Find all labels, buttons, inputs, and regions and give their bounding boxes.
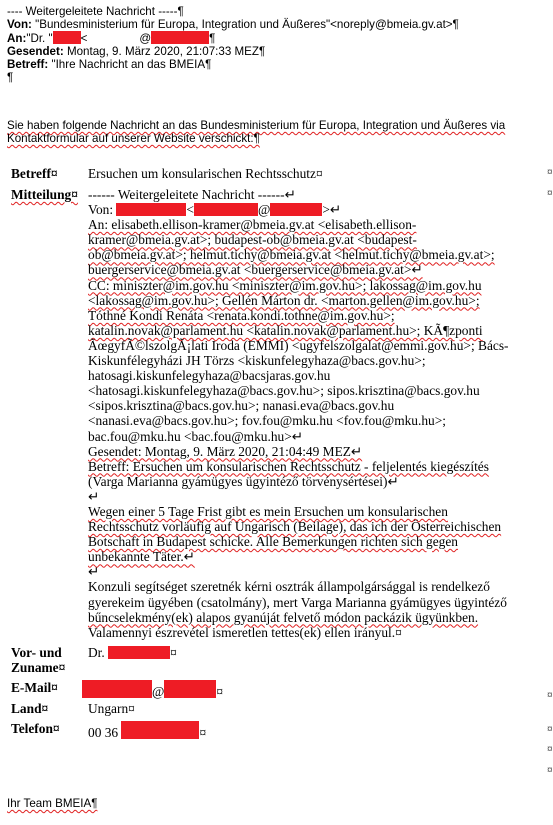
redacted-block [53,31,81,44]
message-line: gyerekeim ügyében (csatolmány), mert Varga Marianna gyámügyes ügyintéző [88,594,507,610]
redacted-block [121,721,199,739]
message-line: Rechtsschutz vorläufig auf Ungarisch (Beilage), das ich der Österreichischen [88,519,502,535]
message-line: Betreff: Ersuchen um konsularischen Rechtsschutz - feljelentés kiegészítés [88,458,489,474]
message-line: Botschaft in Budapest schicke. Alle Bemerkungen richten sich gegen [88,534,459,550]
message-line: ↵ [88,564,100,580]
message-line: ÃœgyfÃ©lszolgÃ¡lati Iroda (EMMI) <ugyfelszolgalat@emmi.gov.hu>; Bács- [88,337,509,353]
message-line: ↵ [88,488,100,504]
redacted-block [108,646,170,659]
forward-header [7,5,547,84]
message-line: bac.fou@mku.hu <bac.fou@mku.hu>↵ [88,428,303,444]
row-end-marker: ¤ [547,690,553,701]
message-line: ------ Weitergeleitete Nachricht ------↵ [88,187,296,202]
label-telefon: Telefon¤ [11,720,60,736]
message-line: (Varga Marianna gyámügyes ügyintéző törvénysértései)↵ [88,473,399,489]
label-name: Vor- und Zuname¤ [11,644,66,675]
message-from-line: Von: < @ >↵ [88,202,342,218]
message-line: <sipos.krisztina@bacs.gov.hu>; nanasi.eva@bacs.gov.hu [88,398,395,414]
empty-paragraph: ¶ [7,71,14,84]
row-betreff [11,166,541,187]
value-name: Dr. ¤ [88,644,177,660]
message-line: ob@bmeia.gv.at>; helmut.tichy@bmeia.gv.at <helmut.tichy@bmeia.gv.at>; [88,247,495,263]
redacted-block [164,680,216,698]
label-mitteilung: Mitteilung¤ [11,187,78,202]
from-line: Von: "Bundesministerium für Europa, Integration und Äußeres"<noreply@bmeia.gv.at>¶ [7,18,459,31]
redacted-block [116,203,186,216]
row-mitteilung [11,187,541,640]
row-land [11,701,541,721]
redacted-block [194,203,258,216]
value-mitteilung [88,187,543,640]
value-betreff: Ersuchen um konsularischen Rechtsschutz¤ [88,166,323,181]
row-end-marker: ¤ [547,167,553,178]
message-line: Tóthné Kondi Renáta <renata.kondi.tothne@im.gov.hu>; [88,307,395,323]
row-end-marker: ¤ [547,724,553,735]
message-line: <lakossag@im.gov.hu>; Gellén Márton dr. <marton.gellen@im.gov.hu>; [88,292,480,308]
intro-text: Sie haben folgende Nachricht an das Bundesministerium für Europa, Integration und Äußeres via Kontaktformular auf unserer Website verschickt:¶ [7,119,506,145]
message-line: <hatosagi.kiskunfelegyhaza@bacs.gov.hu>; sipos.krisztina@bacs.gov.hu [88,383,480,399]
sent-line: Gesendet: Montag, 9. März 2020, 21:07:33 MEZ¶ [7,45,266,58]
redacted-block [82,680,152,698]
message-line: Valamennyi észrevétel ismeretlen tettes(ek) ellen irányul.¤ [88,624,402,640]
subject-line: Betreff: "Ihre Nachricht an das BMEIA¶ [7,58,212,71]
message-line: <nanasi.eva@bacs.gov.hu>; fov.fou@mku.hu <fov.fou@mku.hu>; [88,413,447,429]
message-line: Kiskunfélegyházi JH Törzs <kiskunfelegyhaza@bacs.gov.hu>; [88,353,426,369]
label-email: E-Mail¤ [11,679,58,695]
row-end-marker: ¤ [547,765,553,776]
message-line: kramer@bmeia.gv.at>; budapest-ob@bmeia.gv.at <budapest- [88,232,417,248]
label-land: Land¤ [11,700,49,716]
signature-line: Ihr Team BMEIA¶ [7,797,98,810]
message-line: Wegen einer 5 Tage Frist gibt es mein Ersuchen um konsularischen [88,503,448,519]
message-line: CC: miniszter@im.gov.hu <miniszter@im.gov.hu>; lakossag@im.gov.hu [88,277,482,293]
row-telefon [11,721,541,741]
message-line: Gesendet: Montag, 9. März 2020, 21:04:49 MEZ↵ [88,443,363,459]
message-line: katalin.novak@parlament.hu <katalin.novak@parlament.hu>; KÃ¶zponti [88,322,483,338]
message-line: An: elisabeth.ellison-kramer@bmeia.gv.at <elisabeth.ellison- [88,217,417,233]
redacted-block [151,31,209,44]
to-line: An:"Dr. " < @ ¶ [7,32,216,45]
row-email [11,680,541,701]
message-line: buergerservice@bmeia.gv.at <buergerservice@bmeia.gv.at>↵ [88,262,423,278]
contact-form-table [11,166,541,741]
value-email: @ ¤ [82,680,537,699]
row-end-marker: ¤ [547,744,553,755]
label-betreff: Betreff¤ [11,166,58,181]
message-line: hatosagi.kiskunfelegyhaza@bacsjaras.gov.hu [88,368,331,384]
message-line: unbekannte Täter.↵ [88,549,195,565]
message-line: Konzuli segítséget szeretnék kérni osztrák állampolgársággal is rendelkező [88,579,490,595]
value-telefon: 00 36 ¤ [88,721,543,740]
message-line: bűncselekmény(ek) alapos gyanúját felvető módon packázik ügyünkben. [88,609,479,625]
value-land: Ungarn¤ [88,700,135,716]
redacted-block [270,203,322,216]
forward-line: ---- Weitergeleitete Nachricht -----¶ [7,5,184,18]
row-name [11,645,541,680]
row-end-marker: ¤ [547,188,553,199]
